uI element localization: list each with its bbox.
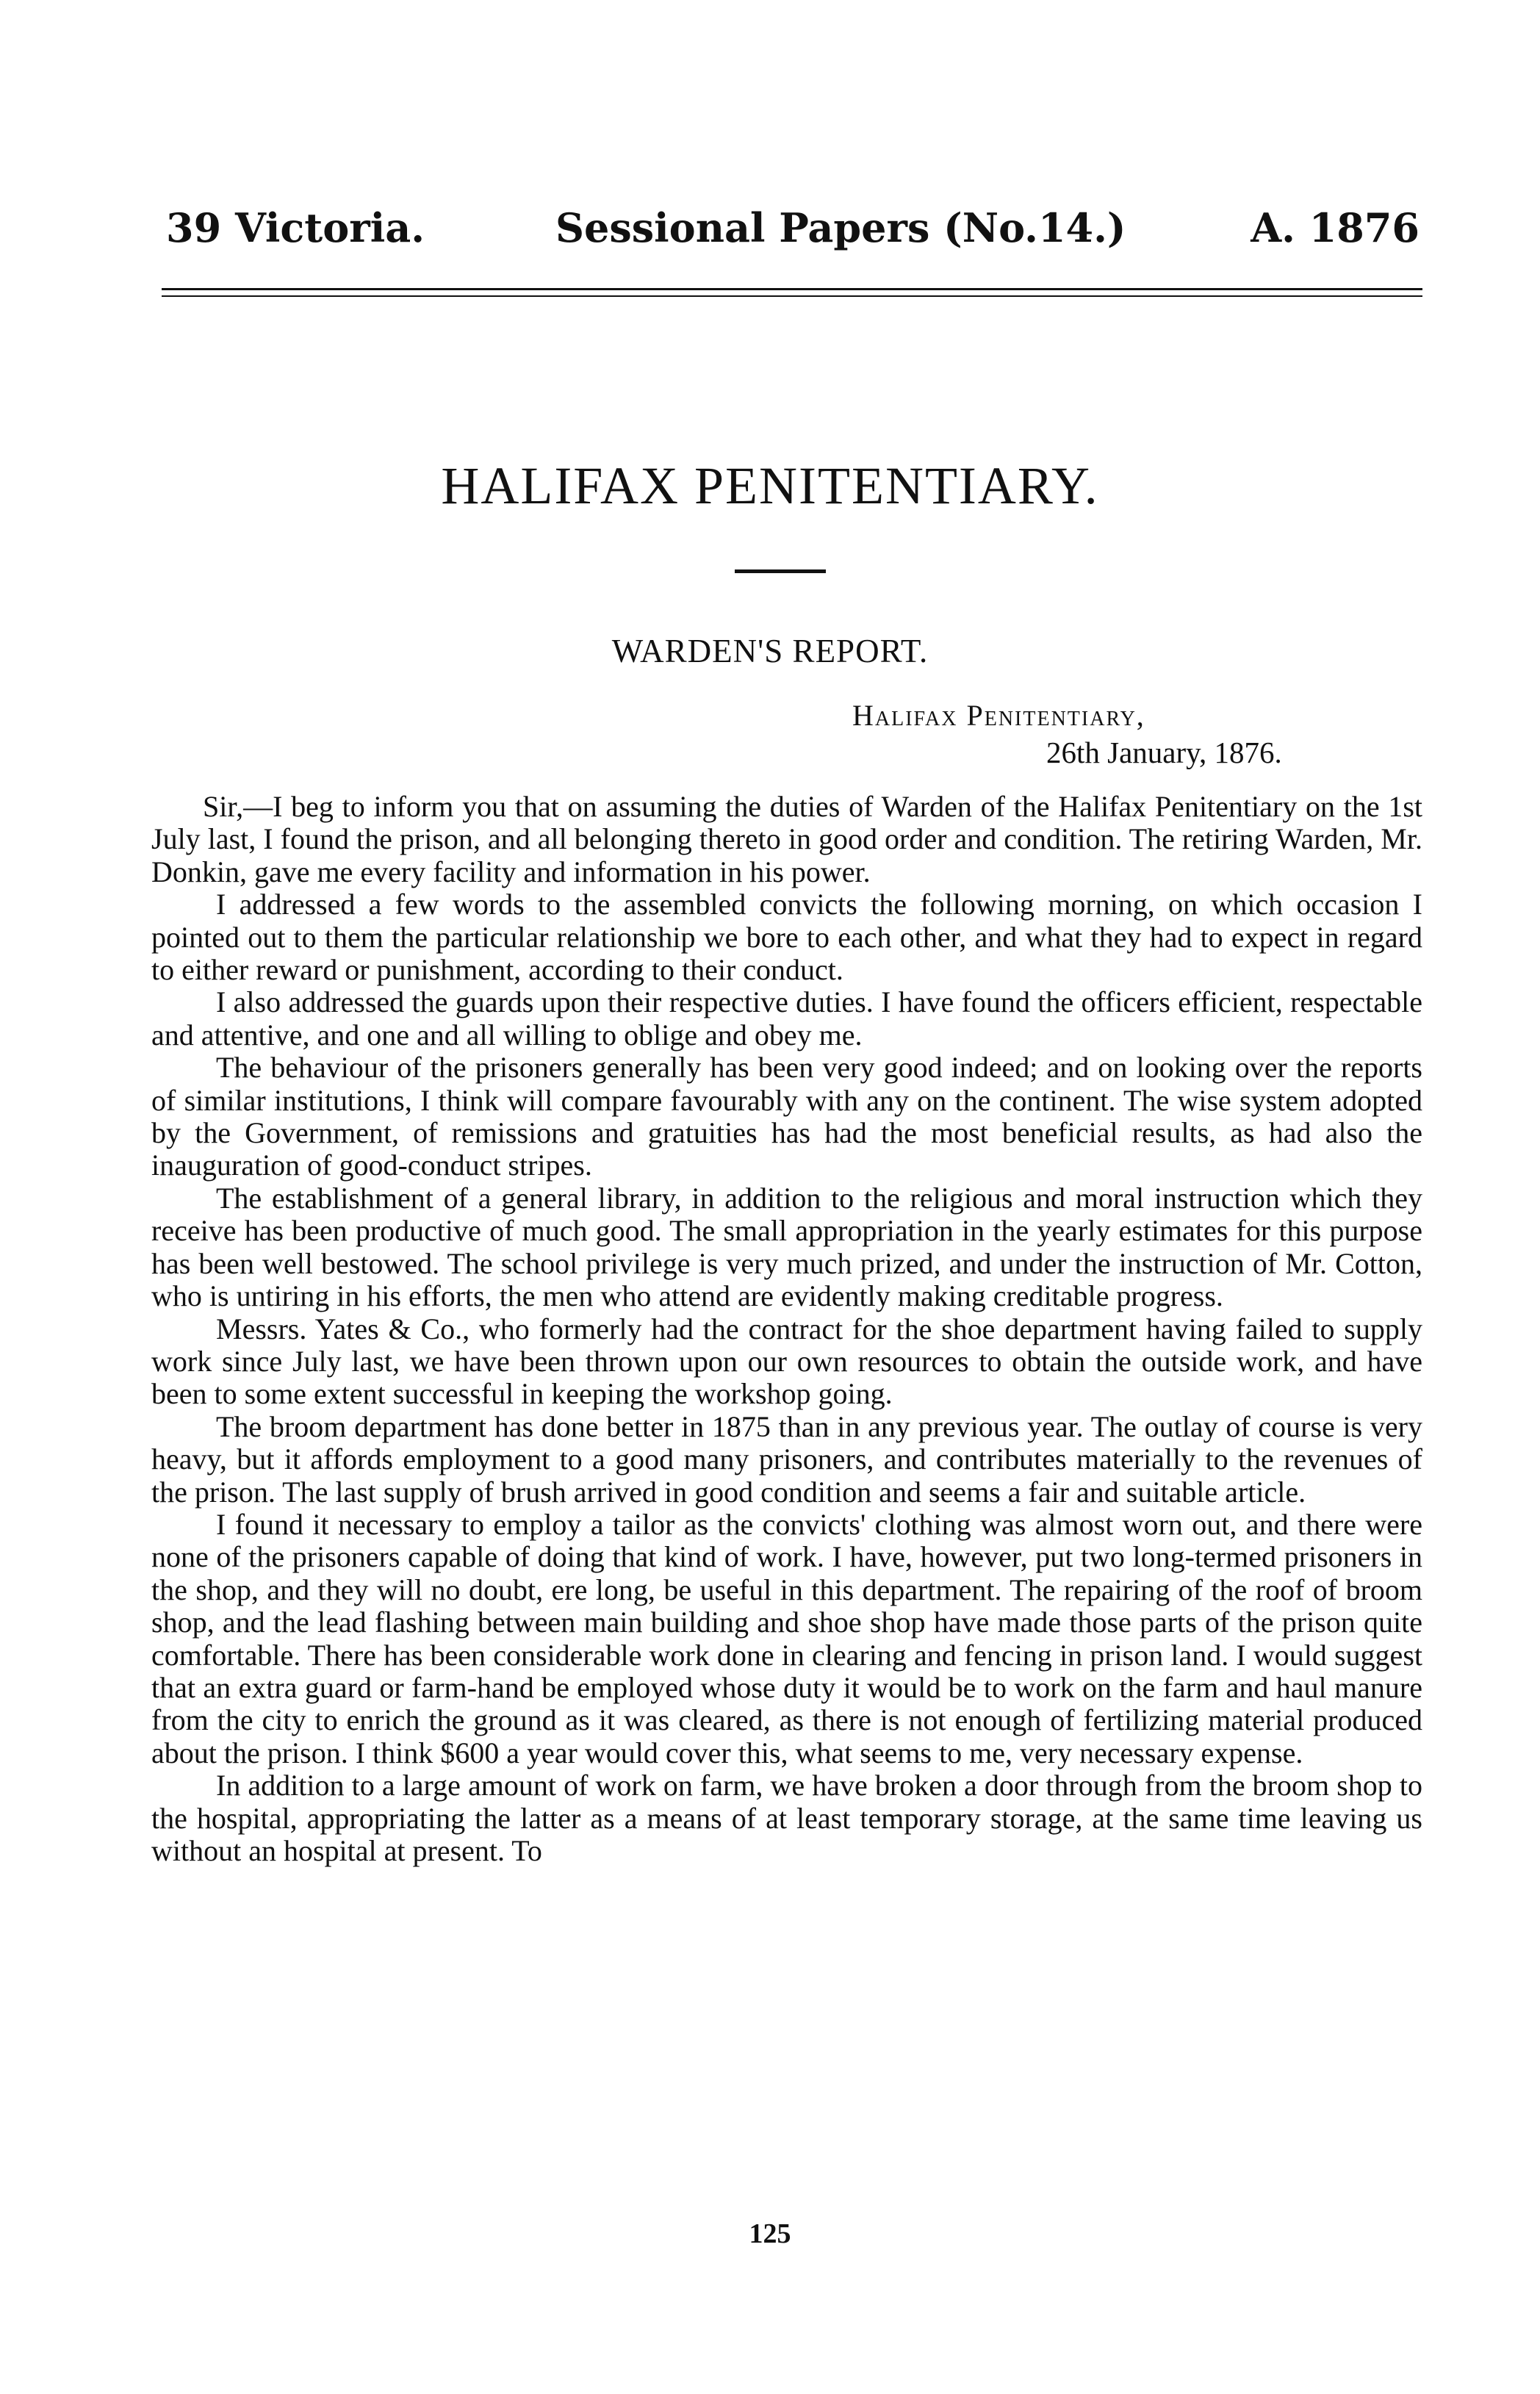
paragraph: The establishment of a general library, in addition to the religious and moral instruction which they receive has been productive of much good. The small appropriation in the yearly estimates for this purpose has been well bestowed. The school privilege is very much prized, and under the instruction of Mr. Cotton, who is untiring in his efforts, the men who attend are evidently making creditable progress. (151, 1181, 1422, 1313)
header-volume: 39 Victoria. (166, 204, 425, 251)
running-header (166, 204, 1420, 251)
dateline-date: 26th January, 1876. (1046, 736, 1282, 769)
paragraph: Sir,—I beg to inform you that on assuming the duties of Warden of the Halifax Penitentiary on the 1st July last, I found the prison, and all belonging thereto in good order and condition. The retiring Warden, Mr. Donkin, gave me every facility and information in his power. (151, 790, 1422, 888)
paragraph: I found it necessary to employ a tailor as the convicts' clothing was almost worn out, and there were none of the prisoners capable of doing that kind of work. I have, however, put two long-termed prisoners in the shop, and they will no doubt, ere long, be useful in this department. The repairing of the roof of broom shop, and the lead flashing between main building and shoe shop have made those parts of the prison quite comfortable. There has been considerable work done in clearing and fencing in prison land. I would suggest that an extra guard or farm-hand be employed whose duty it would be to work on the farm and haul manure from the city to enrich the ground as it was cleared, as there is not enough of fertilizing material produced about the prison. I think $600 a year would cover this, what seems to me, very necessary expense. (151, 1507, 1422, 1769)
header-year: A. 1876 (1251, 204, 1420, 251)
paragraph: Messrs. Yates & Co., who formerly had the contract for the shoe department having failed to supply work since July last, we have been thrown upon our own resources to obtain the outside work, and have been to some extent successful in keeping the workshop going. (151, 1312, 1422, 1411)
header-rule-double (162, 295, 1422, 297)
title-divider (735, 569, 826, 573)
header-series: Sessional Papers (No.14.) (555, 204, 1126, 251)
report-body (151, 791, 1422, 1867)
report-subtitle: WARDEN'S REPORT. (611, 633, 929, 669)
paragraph: The behaviour of the prisoners generally has been very good indeed; and on looking over the reports of similar institutions, I think will compare favourably with any on the continent. The wise system adopted by the Government, of remissions and gratuities has had the most beneficial results, as had also the inauguration of good-conduct stripes. (151, 1051, 1422, 1182)
paragraph: I addressed a few words to the assembled convicts the following morning, on which occasion I pointed out to them the particular relationship we bore to each other, and what they had to expect in regard to either reward or punishment, according to their conduct. (151, 888, 1422, 987)
header-rule (162, 288, 1422, 290)
page-number: 125 (749, 2218, 791, 2249)
paragraph: The broom department has done better in 1875 than in any previous year. The outlay of course is very heavy, but it affords employment to a good many prisoners, and contributes materially to the revenues of the prison. The last supply of brush arrived in good condition and seems a fair and suitable article. (151, 1409, 1422, 1509)
paragraph: In addition to a large amount of work on farm, we have broken a door through from the broom shop to the hospital, appropriating the latter as a means of at least temporary storage, at the same time leaving us without an hospital at present. To (151, 1769, 1422, 1867)
page-title: HALIFAX PENITENTIARY. (441, 456, 1099, 515)
paragraph: I also addressed the guards upon their respective duties. I have found the officers efficient, respectable and attentive, and one and all willing to oblige and obey me. (151, 985, 1422, 1052)
dateline-place: Halifax Penitentiary, (852, 699, 1145, 732)
